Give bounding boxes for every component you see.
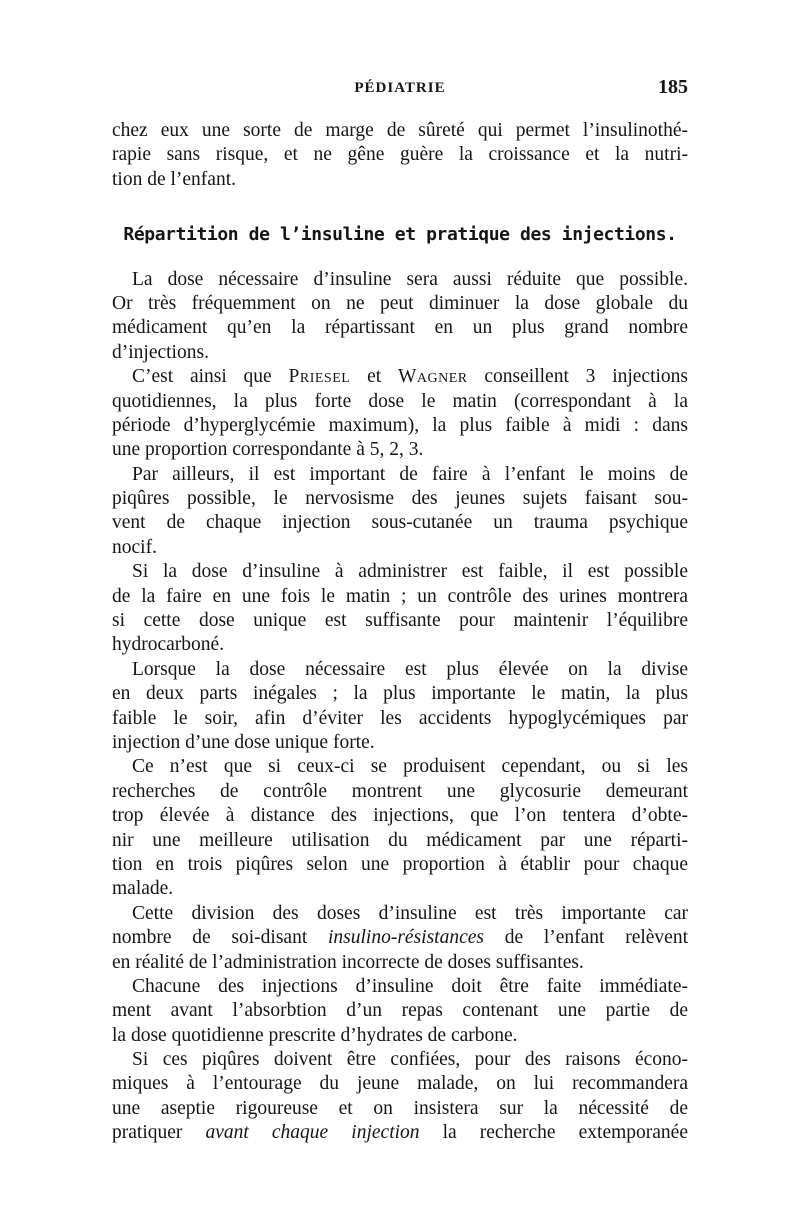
text-line: Par ailleurs, il est important de faire à l’enfant le moins de [132, 463, 688, 485]
text-line: piqûres possible, le nervosisme des jeunes sujets faisant sou- [112, 488, 688, 510]
text-line: ment avant l’absorbtion d’un repas contenant une partie de [112, 1000, 688, 1022]
text-line: une aseptie rigoureuse et on insistera sur la nécessité de [112, 1097, 688, 1119]
author-name: Wagner [397, 366, 468, 388]
text-line: Lorsque la dose nécessaire est plus élevée on la divise [132, 658, 688, 680]
text-line: médicament qu’en la répartissant en un plus grand nombre [112, 317, 688, 339]
text-line: La dose nécessaire d’insuline sera aussi réduite que possible. [132, 268, 688, 290]
text-line: C’est ainsi que Priesel et Wagner conseillent 3 injections [132, 366, 689, 388]
page-number: 185 [658, 76, 688, 98]
running-head [112, 76, 688, 102]
text-line: Ce n’est que si ceux-ci se produisent cependant, ou si les [132, 756, 688, 778]
text-line: faible le soir, afin d’éviter les accidents hypoglycémiques par [112, 707, 688, 729]
text-line: malade. [112, 878, 174, 900]
text-line: miques à l’entourage du jeune malade, on lui recommandera [112, 1073, 688, 1095]
italic-phrase: avant chaque injection [205, 1122, 420, 1144]
italic-term: insulino-résistances [327, 927, 484, 949]
text-line: la dose quotidienne prescrite d’hydrates de carbone. [112, 1024, 518, 1046]
text-line: en deux parts inégales ; la plus importante le matin, la plus [112, 683, 688, 705]
text-line: pratiquer avant chaque injection la recherche extemporanée [112, 1122, 688, 1144]
text-line: nocif. [112, 536, 157, 558]
text-line: Si ces piqûres doivent être confiées, pour des raisons écono- [132, 1049, 688, 1071]
running-title: PÉDIATRIE [354, 80, 446, 96]
text-line: chez eux une sorte de marge de sûreté qui permet l’insulinothé- [112, 120, 688, 141]
text-line: en réalité de l’administration incorrecte de doses suffisantes. [112, 951, 584, 973]
text-line: trop élevée à distance des injections, que l’on tentera d’obte- [112, 805, 688, 827]
text-line: Chacune des injections d’insuline doit être faite immédiate- [132, 975, 688, 997]
body-text [112, 119, 688, 1146]
text-line: tion en trois piqûres selon une proportion à établir pour chaque [112, 853, 688, 875]
text-line: injection d’une dose unique forte. [112, 731, 375, 753]
text-line: nombre de soi-disant insulino-résistances de l’enfant relèvent [112, 927, 688, 949]
text-line: quotidiennes, la plus forte dose le matin (correspondant à la [112, 390, 688, 412]
text-line: période d’hyperglycémie maximum), la plus faible à midi : dans [112, 414, 688, 436]
text-line: Or très fréquemment on ne peut diminuer la dose globale du [112, 292, 688, 314]
text-line: rapie sans risque, et ne gêne guère la croissance et la nutri- [112, 144, 688, 166]
text-line: Si la dose d’insuline à administrer est faible, il est possible [132, 561, 688, 583]
text-line: nir une meilleure utilisation du médicament par une réparti- [112, 829, 688, 851]
author-name: Priesel [288, 366, 351, 388]
text-line: si cette dose unique est suffisante pour maintenir l’équilibre [112, 610, 688, 632]
text-line: vent de chaque injection sous-cutanée un trauma psychique [112, 512, 688, 534]
text-line: d’injections. [112, 341, 209, 363]
text-line: tion de l’enfant. [112, 168, 236, 190]
section-heading: Répartition de l’insuline et pratique des injections. [123, 224, 677, 246]
text-line: une proportion correspondante à 5, 2, 3. [112, 439, 424, 461]
text-line: de la faire en une fois le matin ; un contrôle des urines montrera [112, 585, 688, 607]
text-line: recherches de contrôle montrent une glycosurie demeurant [112, 780, 688, 802]
text-line: hydrocarboné. [112, 634, 225, 656]
text-line: Cette division des doses d’insuline est très importante car [132, 902, 688, 924]
